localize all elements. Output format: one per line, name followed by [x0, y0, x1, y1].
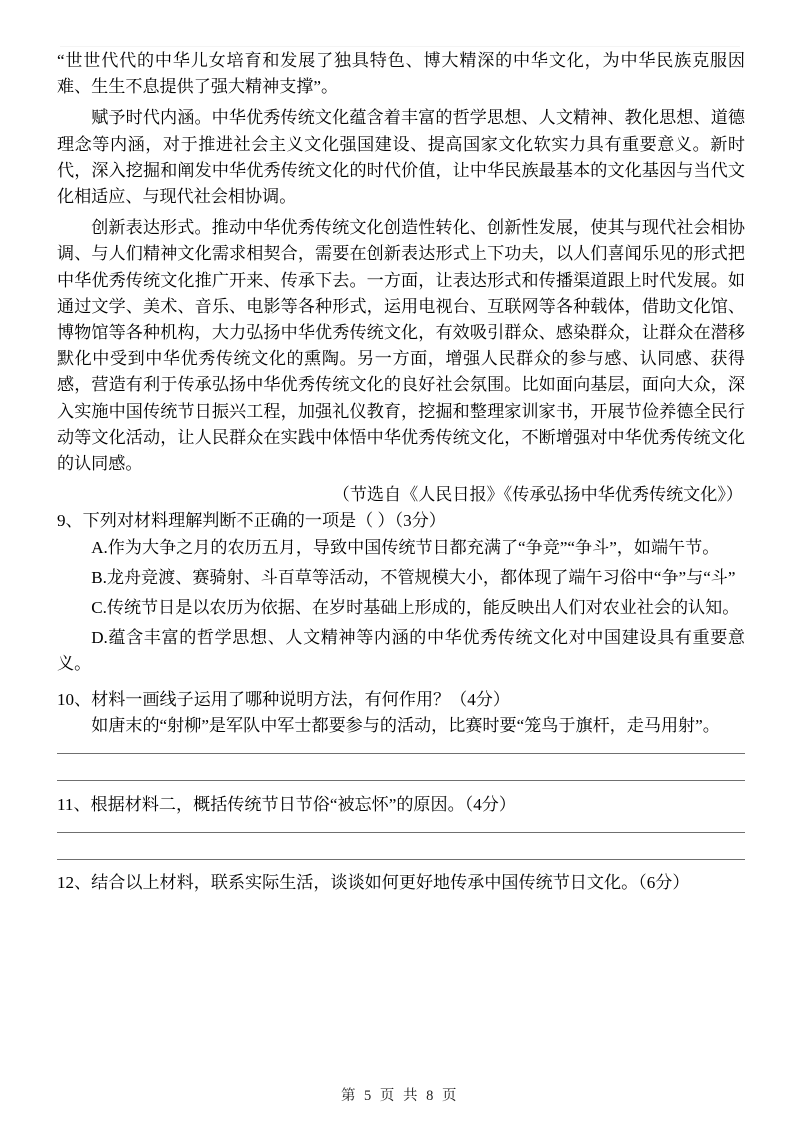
answer-rule-gap [57, 754, 745, 780]
question-9-option-a[interactable]: A.作为大争之月的农历五月，导致中国传统节日都充满了“争竞”“争斗”，如端午节。 [91, 537, 720, 557]
scan-edge-artifact [60, 46, 740, 47]
question-10-stem: 10、材料一画线子运用了哪种说明方法，有何作用？（4分） [57, 689, 510, 709]
spacer [57, 739, 745, 753]
answer-rule-gap [57, 833, 745, 859]
passage-source-attribution: （节选自《人民日报》《传承弘扬中华优秀传统文化》） [332, 485, 743, 505]
spacer [57, 678, 745, 687]
passage-paragraph-3: 创新表达形式。推动中华优秀传统文化创造性转化、创新性发展，使其与现代社会相协调、与人们精神文化需求相契合，需要在创新表达形式上下功夫，以人们喜闻乐见的形式把中华优秀传统文化推广开来、传承下去。一方面，让表达形式和传播渠道跟上时代发展。如通过文学、美术、音乐、电影等各种形式，运用电视台、互联网等各种载体，借助文化馆、博物馆等各种机构，大力弘扬中华优秀传统文化，有效吸引群众、感染群众，让群众在潜移默化中受到中华优秀传统文化的熏陶。另一方面，增强人民群众的参与感、认同感、获得感，营造有利于传承弘扬中华优秀传统文化的良好社会氛围。比如面向基层，面向大众，深入实施中国传统节日振兴工程，加强礼仪教育，挖掘和整理家训家书，开展节俭养德全民行动等文化活动，让人民群众在实践中体悟中华优秀传统文化，不断增强对中华优秀传统文化的认同感。 [57, 218, 745, 474]
question-9-option-d[interactable]: D.蕴含丰富的哲学思想、人文精神等内涵的中华优秀传统文化对中国建设具有重要意义。 [57, 628, 745, 674]
spacer [57, 818, 745, 832]
passage-quote-paragraph: “世世代代的中华儿女培育和发展了独具特色、博大精深的中华文化，为中华民族克服因难、生生不息提供了强大精神支撑”。 [57, 51, 745, 97]
passage-paragraph-2: 赋予时代内涵。中华优秀传统文化蕴含着丰富的哲学思想、人文精神、教化思想、道德理念等内涵，对于推进社会主义文化强国建设、提高国家文化软实力具有重要意义。新时代，深入挖掘和阐发中华优秀传统文化的时代价值，让中华民族最基本的文化基因与当代文化相适应、与现代社会相协调。 [57, 108, 745, 207]
question-9-option-b[interactable]: B.龙舟竞渡、赛骑射、斗百草等活动，不管规模大小，都体现了端午习俗中“争”与“斗” [91, 567, 736, 587]
question-9-stem: 9、下列对材料理解判断不正确的一项是（ ）（3分） [57, 511, 446, 531]
question-12-stem: 12、结合以上材料，联系实际生活，谈谈如何更好地传承中国传统节日文化。（6分） [57, 873, 690, 893]
page-footer: 第 5 页 共 8 页 [340, 1088, 460, 1104]
question-11-stem: 11、根据材料二，概括传统节日节俗“被忘怀”的原因。（4分） [57, 795, 516, 815]
question-10-answer-area[interactable] [57, 753, 745, 781]
question-10-quoted-example: 如唐末的“射柳”是军队中军士都要参与的活动，比赛时要“笼鸟于旗杆，走马用射”。 [91, 715, 720, 735]
spacer [57, 781, 745, 792]
question-9-option-c[interactable]: C.传统节日是以农历为依据、在岁时基础上形成的，能反映出人们对农业社会的认知。 [91, 598, 740, 618]
spacer [57, 860, 745, 870]
question-11-answer-area[interactable] [57, 832, 745, 860]
